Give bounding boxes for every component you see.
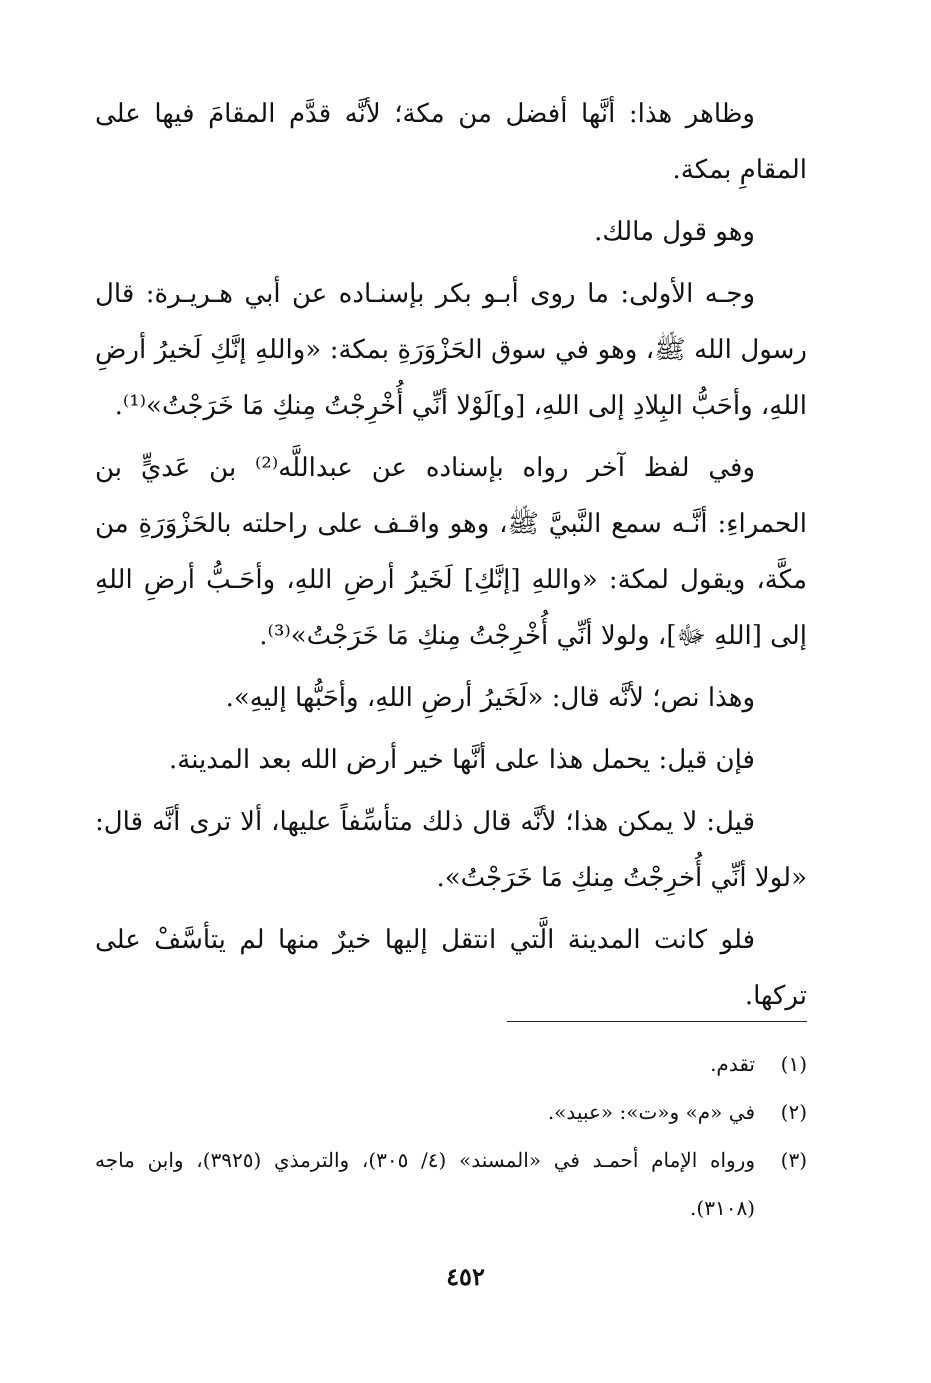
main-text [95,86,807,1030]
paragraph-8: فلو كانت المدينة الَّتي انتقل إليها خيرٌ منها لم يتأسَّفْ على تركها. [95,925,807,1011]
footnote-2 [95,1088,807,1136]
footnote-text: تقدم. [710,1052,755,1076]
footnote-number: (١) [780,1052,807,1076]
footnote-3 [95,1136,807,1232]
footnote-number: (٣) [780,1148,807,1172]
paragraph-3: وجـه الأولى: ما روى أبـو بكر بإسنـاده عن أبي هـريـرة: قال رسول الله ﷺ، وهو في سوق الحَزْوَرَةِ بمكة: «واللهِ إنَّكِ لَخيرُ أرضِ اللهِ، وأحَبُّ البِلادِ إلى اللهِ، [و]لَوْلا أنِّي أُخْرِجْتُ مِنكِ مَا خَرَجْتُ»⁽¹⁾. [95,279,807,421]
paragraph-5: وهذا نص؛ لأنَّه قال: «لَخَيرُ أرضِ اللهِ، وأحَبُّها إليهِ». [225,683,755,713]
paragraph-6: فإن قيل: يحمل هذا على أنَّها خير أرض الله بعد المدينة. [168,745,755,775]
paragraph-4: وفي لفظ آخر رواه بإسناده عن عبداللَّه⁽²⁾ بن عَديٍّ بن الحمراءِ: أنَّـه سمع النَّبيَّ ﷺ، وهو واقـف على راحلته بالحَزْوَرَةِ من مكَّة، ويقول لمكة: «واللهِ [إنَّكِ] لَخَيرُ أرضِ اللهِ، وأحَـبُّ أرضِ اللهِ إلى [اللهِ ﷻ]، ولولا أنِّي أُخْرِجْتُ مِنكِ مَا خَرَجْتُ»⁽³⁾. [95,453,807,651]
footnotes [95,1040,807,1232]
paragraph-2: وهو قول مالك. [594,217,755,247]
footnote-text: في «م» و«ت»: «عبيد». [547,1100,755,1124]
footnote-divider [507,1021,807,1022]
footnote-text: ورواه الإمام أحمـد في «المسند» (٤/ ٣٠٥)، والترمذي (٣٩٢٥)، وابن ماجه (٣١٠٨). [95,1148,755,1220]
footnote-1 [95,1040,807,1088]
paragraph-7: قيل: لا يمكن هذا؛ لأنَّه قال ذلك متأسِّفاً عليها، ألا ترى أنَّه قال: «لولا أنِّي أُخرِجْتُ مِنكِ مَا خَرَجْتُ». [95,807,807,893]
page-number: ٤٥٢ [446,1262,485,1291]
footnote-number: (٢) [780,1100,807,1124]
paragraph-1: وظاهر هذا: أنَّها أفضل من مكة؛ لأنَّه قدَّم المقامَ فيها على المقامِ بمكة. [95,99,807,185]
